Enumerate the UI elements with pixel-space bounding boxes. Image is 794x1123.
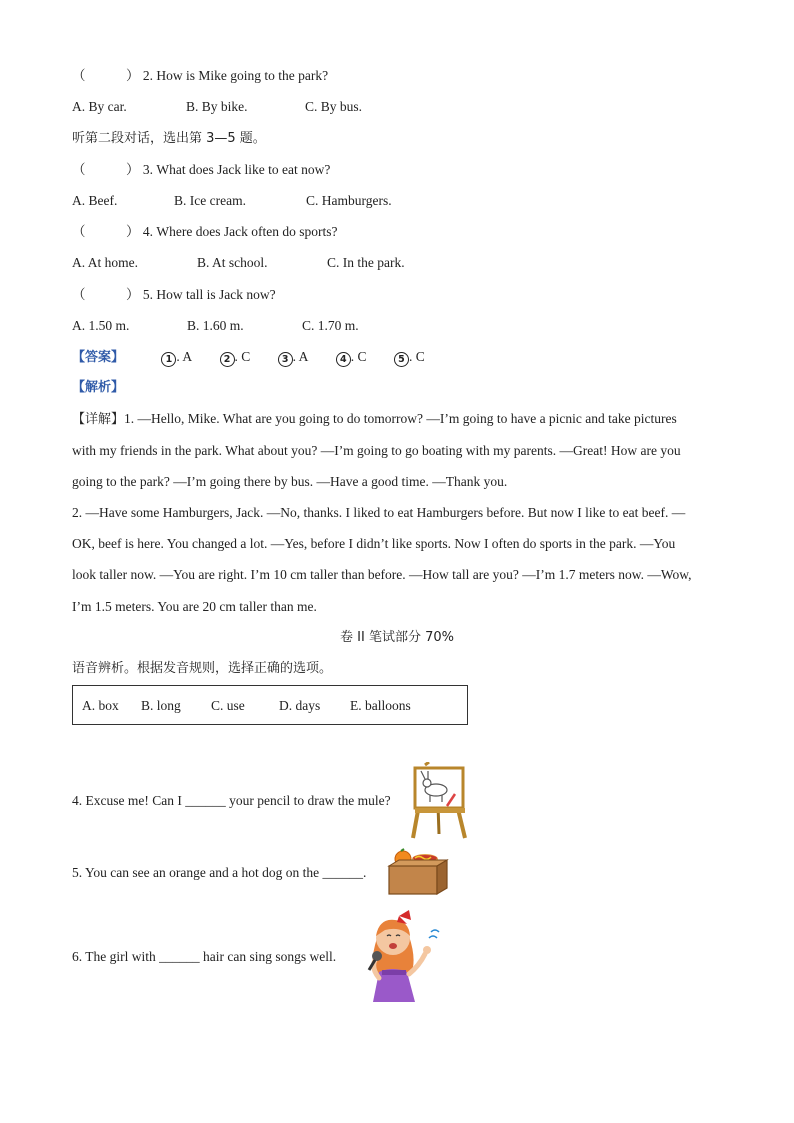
option-b: B. By bike. xyxy=(186,99,248,114)
fill-question-5: 5. You can see an orange and a hot dog on the ______. xyxy=(72,865,367,880)
answer-3: 3 . A xyxy=(278,348,309,367)
question-4 xyxy=(72,223,337,241)
box-food-icon xyxy=(385,848,451,898)
answer-label: 【答案】 xyxy=(72,350,125,365)
word-option: B. long xyxy=(141,698,181,713)
answer-row xyxy=(72,348,449,367)
answer-bracket: （ ） xyxy=(72,287,140,302)
transcript-line: with my friends in the park. What about you? —I’m going to go boating with my parents. —Great! How are you xyxy=(72,443,681,458)
analysis-label: 【解析】 xyxy=(72,380,125,395)
question-5 xyxy=(72,286,276,304)
question-2-options xyxy=(72,98,362,116)
section-2-instruction: 听第二段对话，选出第 3—5 题。 xyxy=(72,131,266,146)
transcript-line: going to the park? —I’m going there by bus. —Have a good time. —Thank you. xyxy=(72,474,508,489)
detail-label: 【详解】 xyxy=(72,412,125,427)
transcript-line: look taller now. —You are right. I’m 10 cm taller than before. —How tall are you? —I’m 1.7 meters now. —Wow, xyxy=(72,567,692,582)
word-option: A. box xyxy=(82,698,119,713)
answer-1: 1 . A xyxy=(161,348,192,367)
question-5-options xyxy=(72,317,359,335)
answer-bracket: （ ） xyxy=(72,224,140,239)
singing-girl-icon xyxy=(355,908,445,1006)
transcript-line: OK, beef is here. You changed a lot. —Yes, before I didn’t like sports. Now I often do sports in the park. —You xyxy=(72,536,676,551)
option-b: B. 1.60 m. xyxy=(187,318,244,333)
fill-question-6: 6. The girl with ______ hair can sing songs well. xyxy=(72,949,337,964)
option-c: C. By bus. xyxy=(305,99,363,114)
word-option: D. days xyxy=(279,698,321,713)
transcript-line: 【详解】1. —Hello, Mike. What are you going to do tomorrow? —I’m going to have a picnic and take pictures xyxy=(72,411,677,427)
answer-4: 4 . C xyxy=(336,348,367,367)
option-c: C. 1.70 m. xyxy=(302,318,359,333)
word-option: E. balloons xyxy=(350,698,411,713)
option-a: A. By car. xyxy=(72,99,127,114)
answer-bracket: （ ） xyxy=(72,68,140,83)
question-2 xyxy=(72,67,328,85)
option-c: C. Hamburgers. xyxy=(306,193,392,208)
question-text: 4. Where does Jack often do sports? xyxy=(142,224,338,239)
option-b: B. Ice cream. xyxy=(174,193,246,208)
answer-2: 2 . C xyxy=(220,348,251,367)
part-title: 卷 II 笔试部分 70% xyxy=(340,630,454,645)
fill-question-4: 4. Excuse me! Can I ______ your pencil to draw the mule? xyxy=(72,793,391,808)
transcript-line: 2. —Have some Hamburgers, Jack. —No, thanks. I liked to eat Hamburgers before. But now I like to eat beef. — xyxy=(72,505,686,520)
transcript-line: I’m 1.5 meters. You are 20 cm taller than me. xyxy=(72,599,317,614)
option-c: C. In the park. xyxy=(327,255,405,270)
question-text: 2. How is Mike going to the park? xyxy=(142,68,329,83)
option-a: A. At home. xyxy=(72,255,138,270)
answer-bracket: （ ） xyxy=(72,162,140,177)
question-4-options xyxy=(72,254,405,272)
question-text: 5. How tall is Jack now? xyxy=(142,287,276,302)
question-3-options xyxy=(72,192,392,210)
answer-5: 5 . C xyxy=(394,348,425,367)
word-bank-box xyxy=(72,685,468,725)
phonics-instruction: 语音辨析。根据发音规则，选择正确的选项。 xyxy=(72,661,333,676)
option-a: A. Beef. xyxy=(72,193,118,208)
easel-mule-icon xyxy=(405,762,473,840)
option-b: B. At school. xyxy=(197,255,268,270)
option-a: A. 1.50 m. xyxy=(72,318,130,333)
word-option: C. use xyxy=(211,698,245,713)
question-3 xyxy=(72,161,330,179)
question-text: 3. What does Jack like to eat now? xyxy=(142,162,331,177)
